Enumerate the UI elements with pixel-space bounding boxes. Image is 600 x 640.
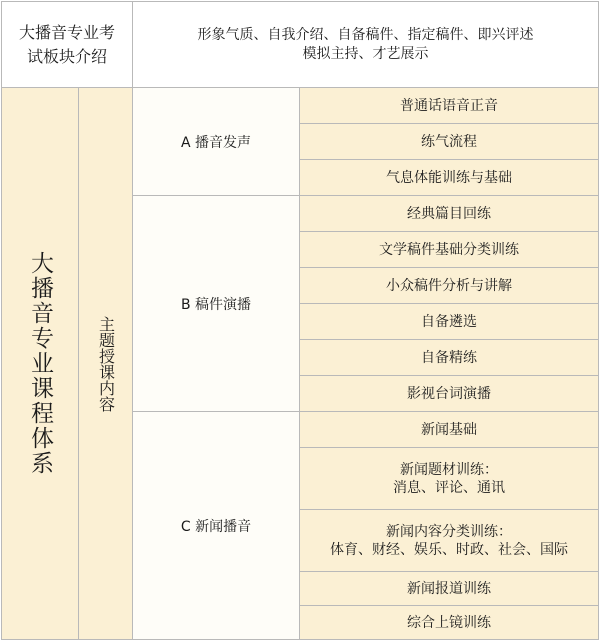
list-item: 影视台词演播: [300, 376, 599, 412]
list-item: 普通话语音正音: [300, 88, 599, 124]
list-item-line: 新闻题材训练：: [400, 461, 499, 478]
header-title-cell: [2, 2, 133, 88]
main-label-cell: [79, 88, 133, 640]
header-content-line2: 模拟主持、才艺展示: [302, 45, 429, 62]
category-label: C 新闻播音: [180, 518, 252, 535]
header-content-cell: [133, 2, 599, 88]
category-b-cell: [133, 196, 300, 412]
list-item: 综合上镜训练: [300, 606, 599, 640]
list-item-line: 体育、财经、娱乐、时政、社会、国际: [330, 541, 569, 558]
list-item: 自备遴选: [300, 304, 599, 340]
list-item: 新闻报道训练: [300, 572, 599, 606]
list-item: 自备精练: [300, 340, 599, 376]
list-item: 经典篇目回练: [300, 196, 599, 232]
category-a-cell: [133, 88, 300, 196]
course-table: [1, 1, 599, 640]
list-item-line: 新闻内容分类训练：: [386, 523, 513, 540]
header-title-line1: 大播音专业考: [19, 22, 116, 42]
list-item: 气息体能训练与基础: [300, 160, 599, 196]
table-row: [2, 88, 599, 124]
list-item: 练气流程: [300, 124, 599, 160]
list-item-multiline: [300, 510, 599, 572]
header-row: [2, 2, 599, 88]
system-title-cell: [2, 88, 79, 640]
list-item-line: 消息、评论、通讯: [393, 479, 506, 496]
list-item: 新闻基础: [300, 412, 599, 448]
list-item: 文学稿件基础分类训练: [300, 232, 599, 268]
category-c-cell: [133, 412, 300, 640]
list-item-multiline: [300, 448, 599, 510]
header-content-line1: 形象气质、自我介绍、自备稿件、指定稿件、即兴评述: [197, 26, 534, 43]
header-title-line2: 试板块介绍: [27, 46, 108, 66]
category-label: A 播音发声: [181, 134, 252, 151]
list-item: 小众稿件分析与讲解: [300, 268, 599, 304]
category-label: B 稿件演播: [180, 296, 252, 313]
system-title: 大播音专业课程体系: [27, 251, 53, 476]
main-label: 主题授课内容: [96, 315, 116, 412]
